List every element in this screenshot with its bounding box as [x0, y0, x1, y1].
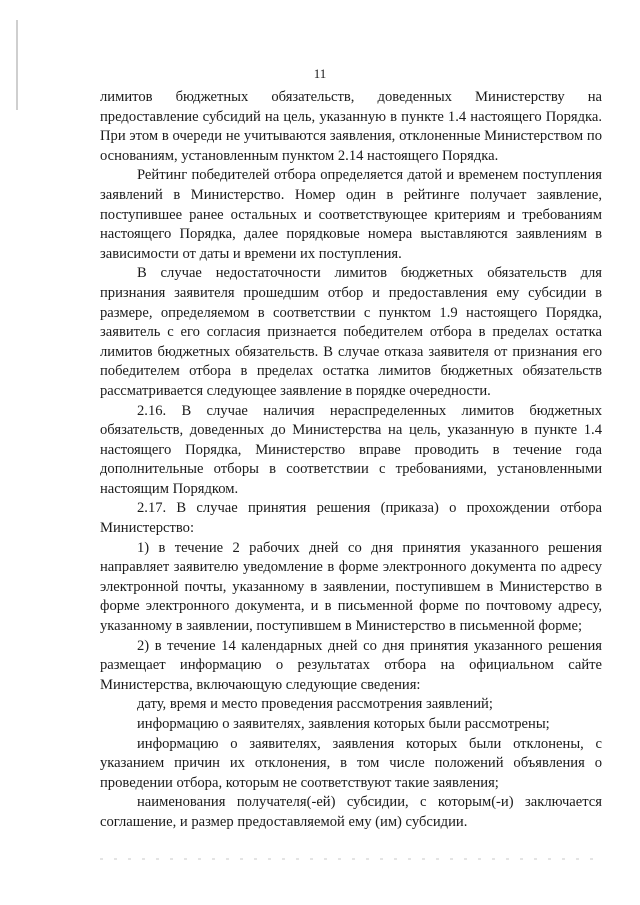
paragraph-info-date: дату, время и место проведения рассмотрения заявлений;: [137, 696, 493, 713]
paragraph-item-1: 1) в течение 2 рабочих дней со дня принятия указанного решения направляет заявителю уведомление в форме электронного документа по адресу электронной почты, указанному в заявлении, поступившем в Министерство в форме электронного документа, и в письменной форме по почтовому адресу, указанному в заявлении, поступившем в Министерство в письменной форме;: [100, 539, 602, 635]
paragraph-info-considered: информацию о заявителях, заявления которых были рассмотрены;: [137, 716, 550, 732]
page-number: 11: [313, 66, 327, 81]
paragraph-item-2: 2) в течение 14 календарных дней со дня принятия указанного решения размещает информацию о результатах отбора на официальном сайте Министерства, включающую следующие сведения:: [100, 637, 602, 693]
paragraph-winners-rating: Рейтинг победителей отбора определяется датой и временем поступления заявлений в Министерство. Номер один в рейтинге получает заявление, поступившее ранее остальных и соответствующее критериям и требованиям настоящего Порядка, далее порядковые номера выставляются заявлениям в зависимости от даты и времени их поступления.: [100, 167, 602, 262]
paragraph-2-16: 2.16. В случае наличия нераспределенных лимитов бюджетных обязательств, доведенных до Министерства на цель, указанную в пункте 1.4 настоящего Порядка, Министерство вправе проводить в течение года дополнительные отборы в соответствии с требованиями, установленными настоящим Порядком.: [100, 402, 602, 497]
paragraph-info-rejected: информацию о заявителях, заявления которых были отклонены, с указанием причин их отклонения, в том числе положений объявления о проведении отбора, которым не соответствуют такие заявления;: [100, 735, 602, 791]
paragraph-continuation: лимитов бюджетных обязательств, доведенных Министерству на предоставление субсидий на цель, указанную в пункте 1.4 настоящего Порядка. При этом в очереди не учитываются заявления, отклоненные Министерством по основаниям, установленным пунктом 2.14 настоящего Порядка.: [100, 89, 602, 164]
paragraph-insufficient-limits: В случае недостаточности лимитов бюджетных обязательств для признания заявителя прошедшим отбор и предоставления ему субсидии в размере, определяемом в соответствии с пунктом 1.9 настоящего Порядка, заявитель с его согласия признается победителем отбора в пределах остатка лимитов бюджетных обязательств. В случае отказа заявителя от признания его победителем отбора в пределах остатка лимитов бюджетных обязательств рассматривается следующее заявление в порядке очередности.: [100, 265, 602, 399]
paragraph-2-17: 2.17. В случае принятия решения (приказа) о прохождении отбора Министерство:: [100, 500, 602, 537]
body-text: [100, 88, 602, 833]
paragraph-info-recipients: наименования получателя(-ей) субсидии, с которым(-и) заключается соглашение, и размер предоставляемой ему (им) субсидии.: [100, 794, 602, 830]
scan-edge-mark: [16, 20, 18, 110]
scan-specks: [100, 858, 600, 860]
